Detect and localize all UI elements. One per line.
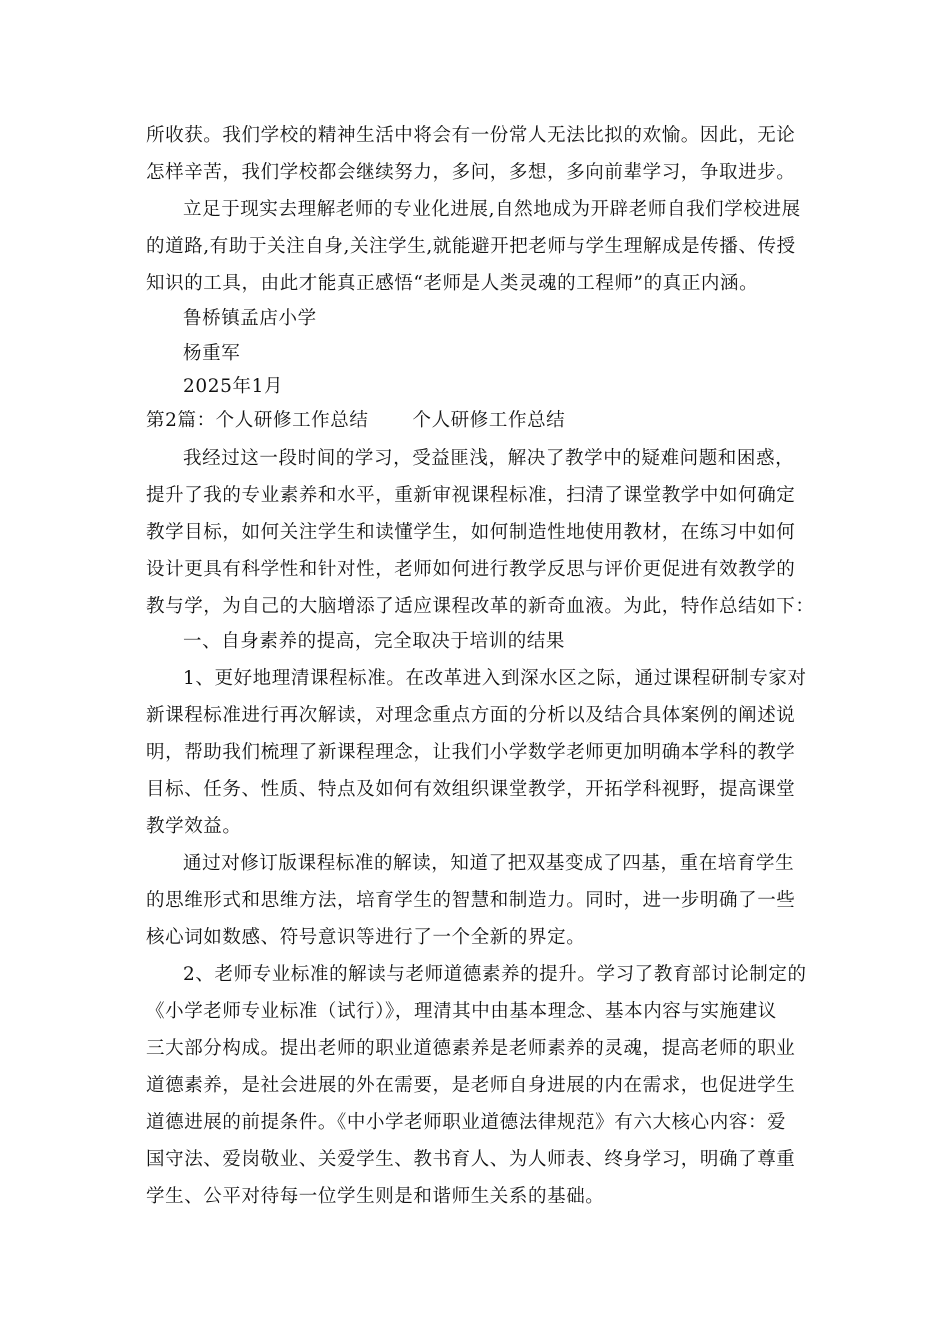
paragraph-line: 所收获。我们学校的精神生活中将会有一份常人无法比拟的欢愉。因此，无论 xyxy=(146,125,796,146)
paragraph-line: 教学效益。 xyxy=(146,816,242,837)
paragraph-line: 教学目标，如何关注学生和读懂学生，如何制造性地使用教材，在练习中如何 xyxy=(146,522,796,543)
paragraph-line: 国守法、爱岗敬业、关爱学生、教书育人、为人师表、终身学习，明确了尊重 xyxy=(146,1149,796,1170)
paragraph-line: 提升了我的专业素养和水平，重新审视课程标准，扫清了课堂教学中如何确定 xyxy=(146,485,796,506)
section-heading xyxy=(146,412,816,431)
paragraph-line: 道德素养，是社会进展的外在需要，是老师自身进展的内在需求，也促进学生 xyxy=(146,1075,796,1096)
paragraph-line: 目标、任务、性质、特点及如何有效组织课堂教学，开拓学科视野，提高课堂 xyxy=(146,779,796,800)
document-date: 2025年1月 xyxy=(183,376,284,397)
paragraph-line: 学生、公平对待每一位学生则是和谐师生关系的基础。 xyxy=(146,1186,605,1207)
paragraph-line: 2、老师专业标准的解读与老师道德素养的提升。学习了教育部讨论制定的 xyxy=(183,964,807,985)
paragraph-line: 怎样辛苦，我们学校都会继续努力，多问，多想，多向前辈学习，争取进步。 xyxy=(146,162,796,183)
school-name: 鲁桥镇孟店小学 xyxy=(183,308,317,329)
paragraph-line: 1、更好地理清课程标准。在改革进入到深水区之际，通过课程研制专家对 xyxy=(183,668,807,689)
paragraph-line: 三大部分构成。提出老师的职业道德素养是老师素养的灵魂，提高老师的职业 xyxy=(146,1038,796,1059)
paragraph-line: 教与学，为自己的大脑增添了适应课程改革的新奇血液。为此，特作总结如下： xyxy=(146,596,815,617)
paragraph-line: 新课程标准进行再次解读，对理念重点方面的分析以及结合具体案例的阐述说 xyxy=(146,705,796,726)
paragraph-line: 的思维形式和思维方法，培育学生的智慧和制造力。同时，进一步明确了一些 xyxy=(146,890,796,911)
section-subheading: 一、自身素养的提高，完全取决于培训的结果 xyxy=(183,631,566,652)
paragraph-line: 设计更具有科学性和针对性，老师如何进行教学反思与评价更促进有效教学的 xyxy=(146,559,796,580)
paragraph-line: 的道路,有助于关注自身,关注学生,就能避开把老师与学生理解成是传播、传授 xyxy=(146,236,796,257)
paragraph-line: 通过对修订版课程标准的解读，知道了把双基变成了四基，重在培育学生 xyxy=(183,853,795,874)
paragraph-line: 明，帮助我们梳理了新课程理念，让我们小学数学老师更加明确本学科的教学 xyxy=(146,742,796,763)
section-heading-title: 个人研修工作总结 xyxy=(412,410,566,431)
section-heading-prefix: 第2篇：个人研修工作总结 xyxy=(146,410,369,431)
paragraph-line: 立足于现实去理解老师的专业化进展,自然地成为开辟老师自我们学校进展 xyxy=(183,199,801,220)
paragraph-line: 核心词如数感、符号意识等进行了一个全新的界定。 xyxy=(146,927,586,948)
paragraph-line: 知识的工具，由此才能真正感悟“老师是人类灵魂的工程师”的真正内涵。 xyxy=(146,273,759,294)
paragraph-line: 道德进展的前提条件。《中小学老师职业道德法律规范》有六大核心内容：爱 xyxy=(146,1112,787,1133)
paragraph-line: 我经过这一段时间的学习，受益匪浅，解决了教学中的疑难问题和困惑， xyxy=(183,448,795,469)
paragraph-line: 《小学老师专业标准（试行）》，理清其中由基本理念、基本内容与实施建议 xyxy=(146,1001,777,1022)
author-name: 杨重军 xyxy=(183,343,241,364)
